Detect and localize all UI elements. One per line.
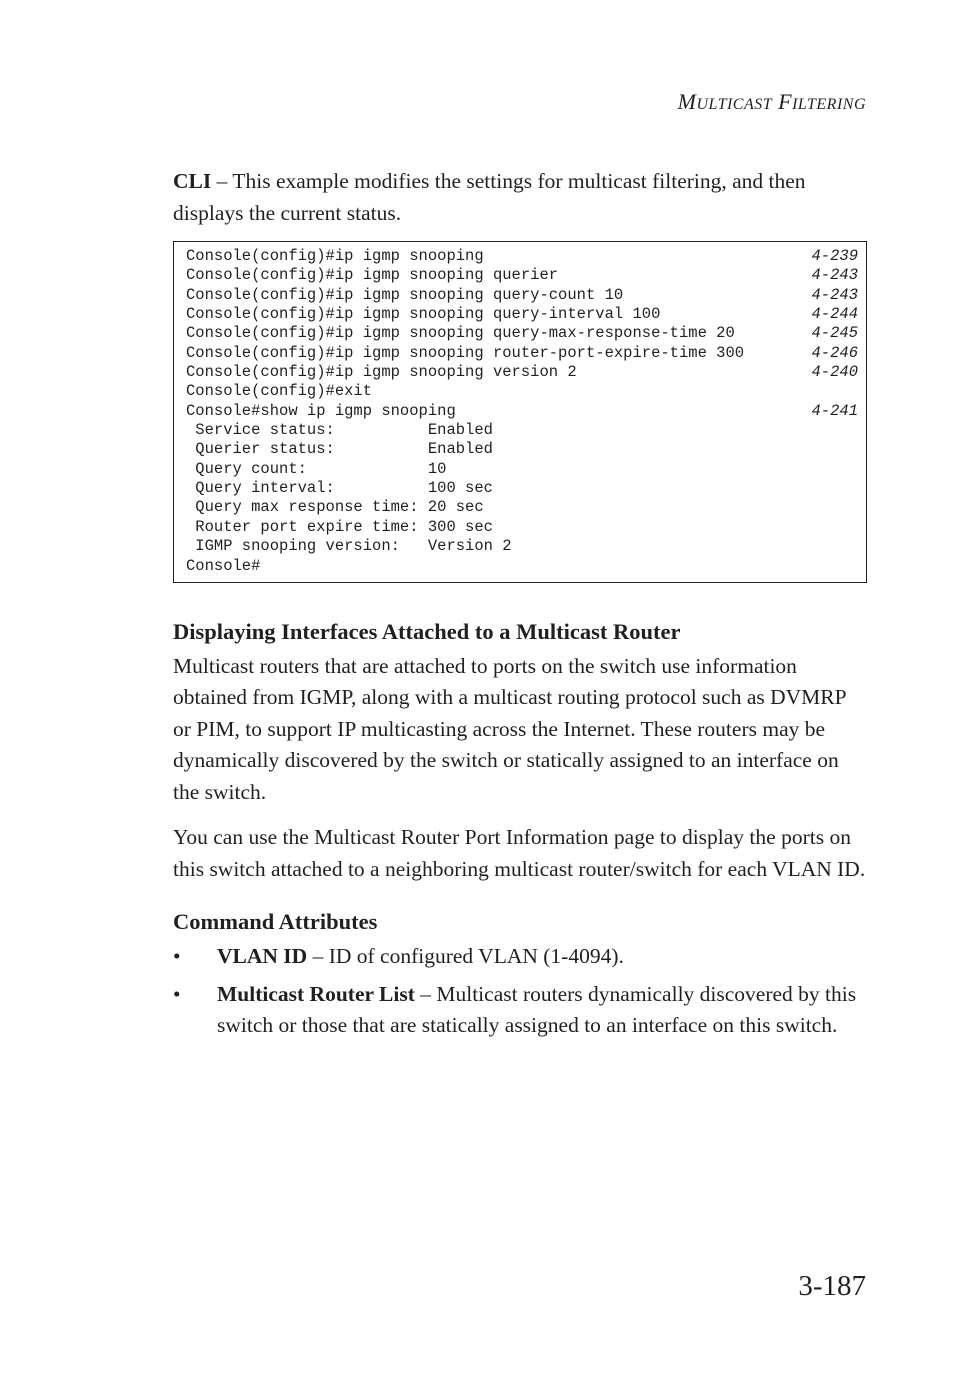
code-command: Querier status: Enabled [186,440,493,459]
attribute-term: VLAN ID [217,944,308,969]
code-line [186,460,858,479]
cli-intro-text: – This example modifies the settings for multicast filtering, and then displays the current status. [173,169,806,225]
code-page-reference: 4-245 [811,324,858,343]
section-heading: Displaying Interfaces Attached to a Multicast Router [173,618,681,644]
code-line [186,324,858,343]
bullet: • [173,944,181,969]
code-page-reference: 4-246 [811,343,858,362]
code-line [186,402,858,421]
section-paragraph-1: Multicast routers that are attached to ports on the switch use information obtained from IGMP, along with a multicast routing protocol such as DVMRP or PIM, to support IP multicasting across the Internet. These routers may be dynamically discovered by the switch or statically assigned to an interface on the switch. [173,653,846,804]
code-line [186,247,858,266]
running-title-rest-1: ULTICAST [696,96,773,113]
bullet: • [173,981,181,1006]
code-line [186,421,858,440]
code-command: Console#show ip igmp snooping [186,401,456,420]
cli-intro [173,166,866,229]
attribute-description: – ID of configured VLAN (1-4094). [307,944,624,969]
code-line [186,498,858,517]
cli-label: CLI [173,169,212,193]
code-command: Console# [186,556,261,575]
code-page-reference: 4-244 [811,305,858,324]
code-line [186,363,858,382]
code-command: IGMP snooping version: Version 2 [186,537,512,556]
code-command: Router port expire time: 300 sec [186,517,493,536]
running-title-initial-2: F [778,89,793,114]
code-line [186,286,858,305]
code-command: Query interval: 100 sec [186,479,493,498]
code-line [186,382,858,401]
attribute-item-vlan-id [173,941,866,973]
code-page-reference: 4-240 [811,363,858,382]
attribute-term: Multicast Router List [217,981,415,1006]
code-line [186,440,858,459]
code-line [186,518,858,537]
code-page-reference: 4-239 [811,247,858,265]
code-line [186,537,858,556]
running-title-initial-1: M [677,89,697,114]
cli-example-box [173,241,867,583]
attribute-item-multicast-router-list [173,979,866,1042]
command-attributes-heading: Command Attributes [173,909,378,935]
page-number: 3-187 [798,1270,866,1302]
code-command: Console(config)#ip igmp snooping version 2 [186,363,577,382]
attribute-list [173,941,866,1042]
running-header [678,89,866,115]
code-page-reference: 4-243 [811,285,858,304]
code-command: Console(config)#ip igmp snooping query-max-response-time 20 [186,324,735,343]
page-content [173,166,866,1048]
code-command: Console(config)#ip igmp snooping router-port-expire-time 300 [186,343,745,362]
code-command: Console(config)#ip igmp snooping querier [186,266,559,285]
running-title-rest-2: ILTERING [792,96,866,113]
code-command: Service status: Enabled [186,421,493,440]
section-paragraph-2: You can use the Multicast Router Port Information page to display the ports on this switch attached to a neighboring multicast router/switch for each VLAN ID. [173,825,866,881]
attribute-description: – Multicast routers dynamically discovered by this switch or those that are statically assigned to an interface on this switch. [217,981,857,1038]
code-command: Console(config)#ip igmp snooping [186,247,484,265]
code-line [186,557,858,576]
code-line [186,479,858,498]
code-command: Console(config)#ip igmp snooping query-interval 100 [186,305,661,324]
code-page-reference: 4-243 [811,266,858,285]
code-line [186,266,858,285]
code-line [186,344,858,363]
code-page-reference: 4-241 [811,401,858,420]
code-command: Console(config)#exit [186,382,373,401]
code-command: Query max response time: 20 sec [186,498,484,517]
code-line [186,305,858,324]
code-command: Console(config)#ip igmp snooping query-count 10 [186,285,624,304]
code-command: Query count: 10 [186,459,447,478]
